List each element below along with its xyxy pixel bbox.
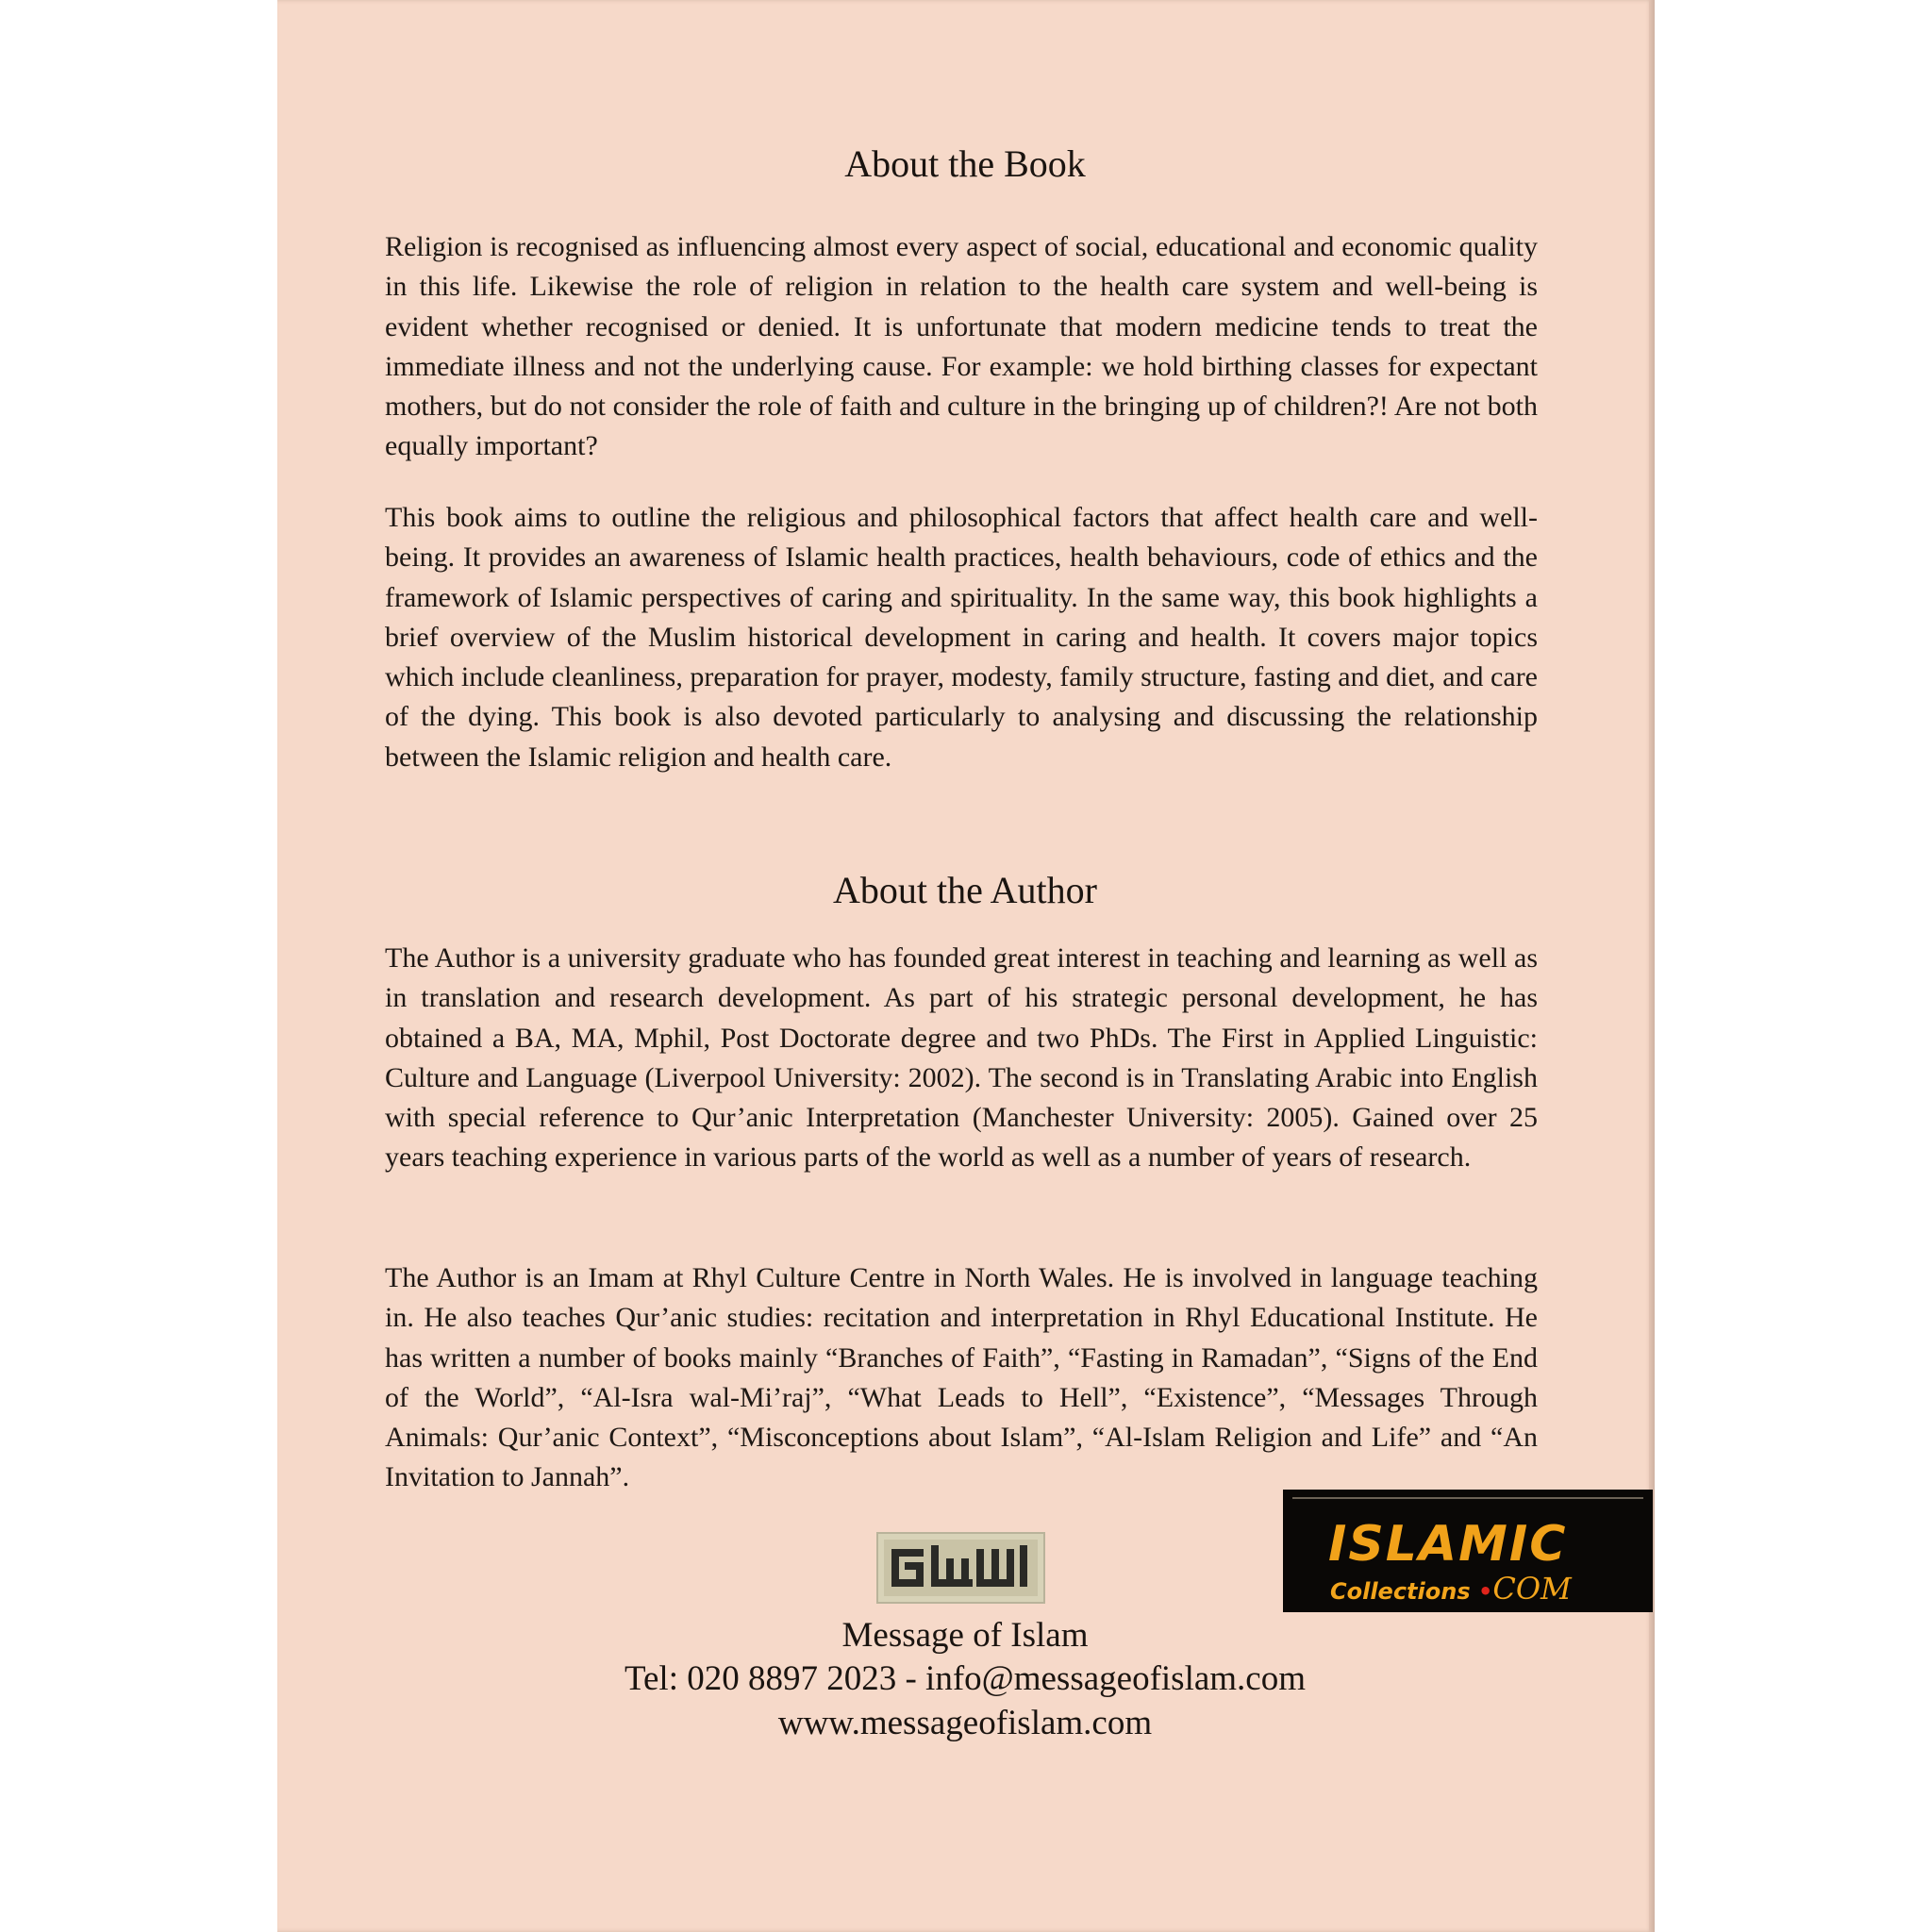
watermark-top-rule	[1292, 1497, 1643, 1499]
islamic-collections-watermark	[1283, 1490, 1653, 1612]
message-of-islam-logo-icon	[876, 1532, 1045, 1604]
about-author-paragraph-2: The Author is an Imam at Rhyl Culture Centre in North Wales. He is involved in language teaching in. He also teaches Qur’anic studies: recitation and interpretation in Rhyl Educational Institute. He has written a number of books mainly “Branches of Faith”, “Fasting in Ramadan”, “Signs of the End of the World”, “Al-Isra wal-Mi’raj”, “What Leads to Hell”, “Existence”, “Messages Through Animals: Qur’anic Context”, “Misconceptions about Islam”, “Al-Islam Religion and Life” and “An Invitation to Jannah”.	[385, 1262, 1538, 1493]
about-book-paragraph-1: Religion is recognised as influencing almost every aspect of social, educational and economic quality in this life. Likewise the role of religion in relation to the health care system and well-being is evident whether recognised or denied. It is unfortunate that modern medicine tends to treat the immediate illness and not the underlying cause. For example: we hold birthing classes for expectant mothers, but do not consider the role of faith and culture in the bringing up of children?! Are not both equally important?	[385, 231, 1538, 462]
publisher-name: Message of Islam	[841, 1616, 1089, 1655]
about-book-heading: About the Book	[844, 142, 1086, 185]
watermark-com-text: COM	[1492, 1571, 1572, 1607]
about-author-paragraph-1: The Author is a university graduate who has founded great interest in teaching and learning as well as in translation and research development. As part of his strategic personal development, he has obtained a BA, MA, Mphil, Post Doctorate degree and two PhDs. The First in Applied Linguistic: Culture and Language (Liverpool University: 2002). The second is in Translating Arabic into English with special reference to Qur’anic Interpretation (Manchester University: 2005). Gained over 25 years teaching experience in various parts of the world as well as a number of years of research.	[385, 942, 1538, 1174]
watermark-sub-text	[1330, 1571, 1572, 1607]
publisher-contact: Tel: 020 8897 2023 - info@messageofislam.com	[624, 1659, 1307, 1698]
watermark-collections-text: Collections	[1330, 1578, 1471, 1605]
about-book-paragraph-2: This book aims to outline the religious and philosophical factors that affect health care and well-being. It provides an awareness of Islamic health practices, health behaviours, code of ethics and the framework of Islamic perspectives of caring and spirituality. In the same way, this book highlights a brief overview of the Muslim historical development in caring and health. It covers major topics which include cleanliness, preparation for prayer, modesty, family structure, fasting and diet, and care of the dying. This book is also devoted particularly to analysing and discussing the relationship between the Islamic religion and health care.	[385, 502, 1538, 773]
about-author-heading: About the Author	[833, 869, 1097, 911]
publisher-website: www.messageofislam.com	[777, 1704, 1153, 1742]
watermark-dot: •	[1477, 1578, 1493, 1605]
watermark-main-text: ISLAMIC	[1328, 1516, 1568, 1573]
